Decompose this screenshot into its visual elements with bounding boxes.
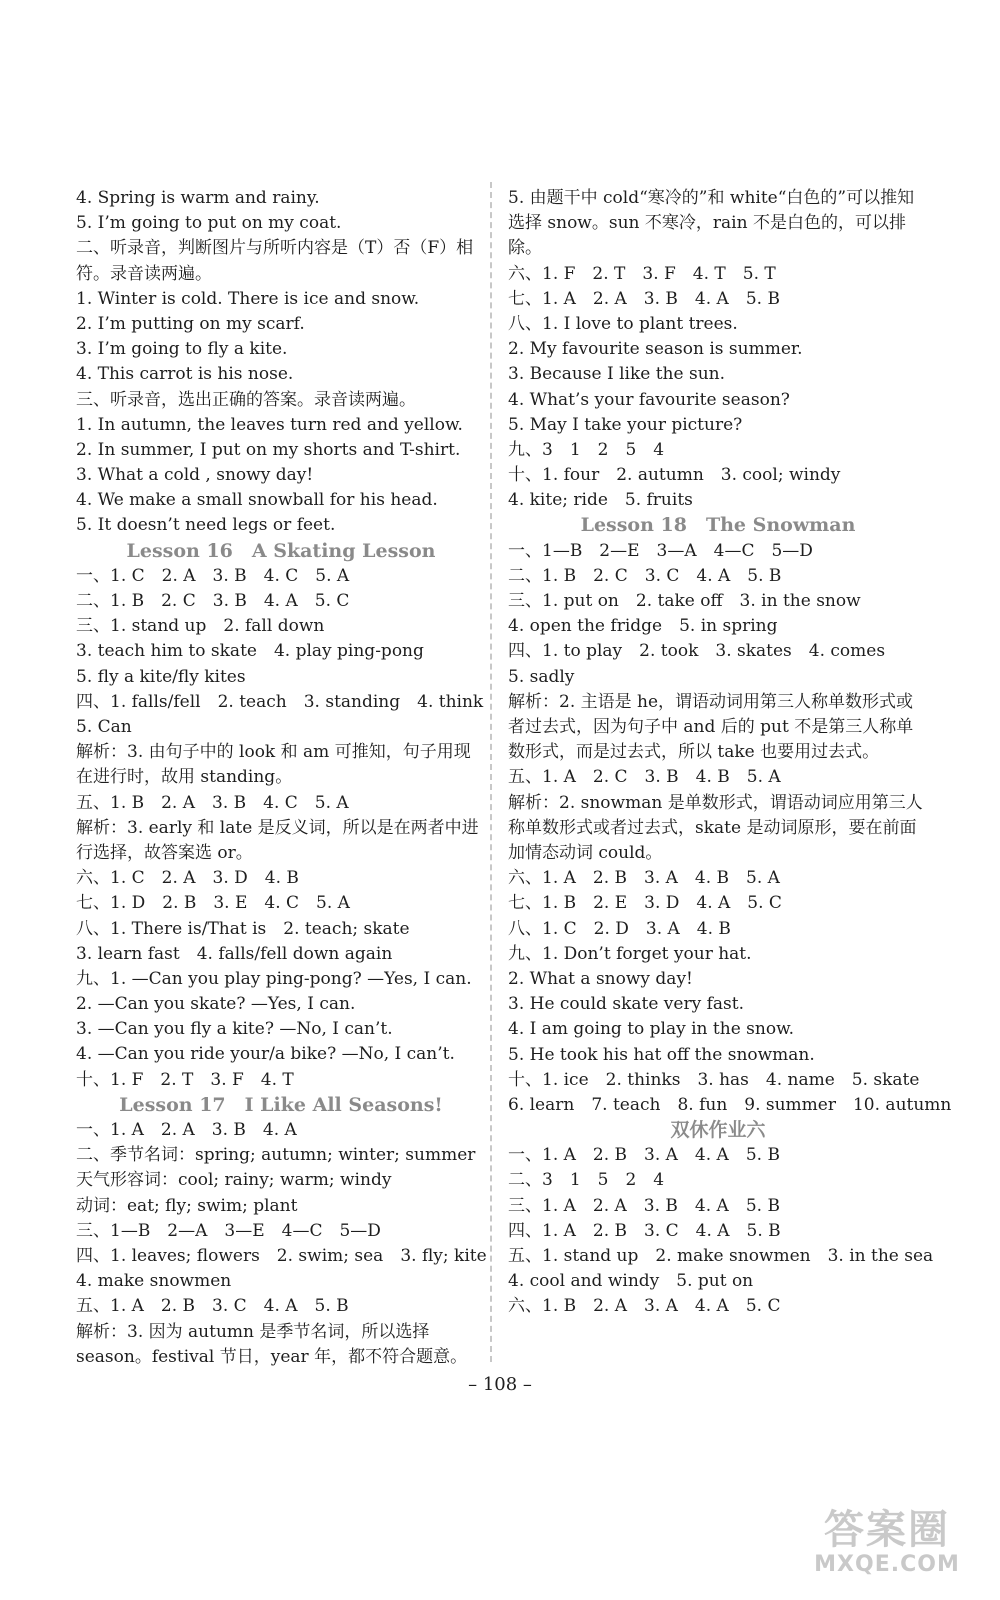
answer-line: 五、1. A 2. B 3. C 4. A 5. B <box>76 1296 349 1317</box>
section-heading: Lesson 17 I Like All Seasons! <box>119 1093 443 1116</box>
answer-line: 十、1. F 2. T 3. F 4. T <box>76 1069 294 1090</box>
answer-line: 七、1. D 2. B 3. E 4. C 5. A <box>76 893 350 914</box>
answer-line: 二、1. B 2. C 3. C 4. A 5. B <box>508 565 782 586</box>
answer-line: 动词：eat; fly; swim; plant <box>76 1195 298 1216</box>
answer-line: 2. —Can you skate? —Yes, I can. <box>76 994 356 1015</box>
answer-line: 七、1. B 2. E 3. D 4. A 5. C <box>508 893 782 914</box>
answer-line: 一、1. C 2. A 3. B 4. C 5. A <box>76 565 350 586</box>
answer-line: 5. 由题干中 cold“寒冷的”和 white“白色的”可以推知选择 snow。sun 不寒冷，rain 不是白色的，可以排除。 <box>508 188 915 259</box>
answer-line: 六、1. B 2. A 3. A 4. A 5. C <box>508 1296 781 1317</box>
answer-line: 三、听录音，选出正确的答案。录音读两遍。 <box>76 389 416 410</box>
answer-line: 解析：2. snowman 是单数形式，谓语动词应用第三人称单数形式或者过去式，skate 是动词原形，要在前面加情态动词 could。 <box>508 792 923 863</box>
answer-line: 五、1. A 2. C 3. B 4. B 5. A <box>508 767 781 788</box>
section-heading: 双休作业六 <box>670 1119 766 1142</box>
answer-line: 4. make snowmen <box>76 1271 232 1292</box>
answer-line: 九、3 1 2 5 4 <box>508 439 665 460</box>
answer-line: 3. Because I like the sun. <box>508 364 725 385</box>
answer-line: 4. open the fridge 5. in spring <box>508 616 778 637</box>
answer-line: 一、1. A 2. A 3. B 4. A <box>76 1120 297 1141</box>
answer-line: 五、1. stand up 2. make snowmen 3. in the sea <box>508 1246 934 1267</box>
section-heading: Lesson 16 A Skating Lesson <box>126 539 436 562</box>
answer-line: 三、1. A 2. A 3. B 4. A 5. B <box>508 1195 780 1216</box>
answer-line: 4. Spring is warm and rainy. <box>76 188 320 208</box>
answer-line: 4. What’s your favourite season? <box>508 389 790 410</box>
answer-line: 5. Can <box>76 716 132 737</box>
answer-line: 解析：2. 主语是 he，谓语动词用第三人称单数形式或者过去式，因为句子中 and 后的 put 不是第三人称单数形式，而是过去式，所以 take 也要用过去式。 <box>508 691 914 763</box>
answer-line: 三、1. stand up 2. fall down <box>76 616 325 637</box>
answer-line: 1. Winter is cold. There is ice and snow. <box>76 288 420 309</box>
answer-line: 3. What a cold , snowy day! <box>76 465 314 486</box>
answer-line: 3. teach him to skate 4. play ping-pong <box>76 641 424 662</box>
answer-line: 5. He took his hat off the snowman. <box>508 1044 815 1065</box>
answer-line: 2. What a snowy day! <box>508 968 693 989</box>
answer-line: 三、1. put on 2. take off 3. in the snow <box>508 591 861 612</box>
watermark-domain: MXQE.COM <box>814 1552 960 1577</box>
answer-line: 六、1. A 2. B 3. A 4. B 5. A <box>508 868 780 889</box>
answer-line: 2. My favourite season is summer. <box>508 339 803 360</box>
answer-line: 解析：3. 由句子中的 look 和 am 可推知，句子用现在进行时，故用 standing。 <box>76 742 471 788</box>
answer-line: 五、1. B 2. A 3. B 4. C 5. A <box>76 792 349 813</box>
answer-line: 3. —Can you fly a kite? —No, I can’t. <box>76 1019 393 1040</box>
section-heading: Lesson 18 The Snowman <box>580 514 856 537</box>
answer-line: 5. I’m going to put on my coat. <box>76 213 342 234</box>
answer-line: 5. fly a kite/fly kites <box>76 666 246 687</box>
watermark-logo <box>802 1508 972 1586</box>
answer-line: 六、1. C 2. A 3. D 4. B <box>76 868 299 889</box>
answer-line: 二、1. B 2. C 3. B 4. A 5. C <box>76 591 350 612</box>
answer-line: 四、1. to play 2. took 3. skates 4. comes <box>508 641 886 662</box>
answer-line: 4. This carrot is his nose. <box>76 364 294 385</box>
answer-line: 3. He could skate very fast. <box>508 994 744 1015</box>
answer-line: 八、1. I love to plant trees. <box>508 313 738 334</box>
answer-line: 解析：3. early 和 late 是反义词，所以是在两者中进行选择，故答案选 or。 <box>76 817 479 863</box>
answer-line: 6. learn 7. teach 8. fun 9. summer 10. autumn <box>508 1094 952 1115</box>
answer-line: 天气形容词：cool; rainy; warm; windy <box>76 1170 392 1191</box>
answer-line: 4. cool and windy 5. put on <box>508 1271 754 1292</box>
answer-line: 4. —Can you ride your/a bike? —No, I can’t. <box>76 1044 455 1065</box>
answer-line: 四、1. A 2. B 3. C 4. A 5. B <box>508 1220 781 1241</box>
answer-line: 四、1. falls/fell 2. teach 3. standing 4. think <box>76 691 484 712</box>
answer-line: 三、1—B 2—A 3—E 4—C 5—D <box>76 1220 381 1241</box>
answer-line: 5. May I take your picture? <box>508 414 743 435</box>
answer-line: 5. sadly <box>508 666 575 687</box>
answer-line: 十、1. ice 2. thinks 3. has 4. name 5. skate <box>508 1069 920 1090</box>
left-column <box>76 186 486 1370</box>
answer-line: 2. I’m putting on my scarf. <box>76 313 305 334</box>
answer-line: 2. In summer, I put on my shorts and T-shirt. <box>76 439 461 460</box>
answer-line: 十、1. four 2. autumn 3. cool; windy <box>508 465 841 486</box>
answer-line: 二、3 1 5 2 4 <box>508 1170 665 1191</box>
answer-line: 5. It doesn’t need legs or feet. <box>76 515 336 536</box>
answer-line: 3. learn fast 4. falls/fell down again <box>76 943 393 964</box>
answer-line: 八、1. There is/That is 2. teach; skate <box>76 918 410 939</box>
answer-line: 四、1. leaves; flowers 2. swim; sea 3. fly; kite <box>76 1245 487 1266</box>
answer-line: 九、1. —Can you play ping-pong? —Yes, I can. <box>76 968 472 989</box>
answer-line: 七、1. A 2. A 3. B 4. A 5. B <box>508 288 780 309</box>
answer-line: 九、1. Don’t forget your hat. <box>508 943 752 964</box>
watermark-text: 答案圈 <box>824 1507 950 1553</box>
answer-line: 4. We make a small snowball for his head. <box>76 490 438 511</box>
answer-line: 1. In autumn, the leaves turn red and yellow. <box>76 414 463 435</box>
answer-line: 解析：3. 因为 autumn 是季节名词，所以选择 season。festival 节日，year 年，都不符合题意。 <box>76 1321 468 1367</box>
column-divider <box>490 182 492 1362</box>
answer-line: 一、1—B 2—E 3—A 4—C 5—D <box>508 540 813 561</box>
answer-line: 一、1. A 2. B 3. A 4. A 5. B <box>508 1145 780 1166</box>
answer-line: 六、1. F 2. T 3. F 4. T 5. T <box>508 263 776 284</box>
page-number: – 108 – <box>468 1374 532 1395</box>
answer-line: 二、季节名词：spring; autumn; winter; summer <box>76 1145 476 1166</box>
answer-line: 4. I am going to play in the snow. <box>508 1019 795 1040</box>
answer-line: 八、1. C 2. D 3. A 4. B <box>508 918 731 939</box>
answer-line: 4. kite; ride 5. fruits <box>508 490 693 511</box>
right-column <box>508 186 952 1320</box>
answer-line: 3. I’m going to fly a kite. <box>76 339 288 360</box>
answer-line: 二、听录音，判断图片与所听内容是（T）否（F）相符。录音读两遍。 <box>76 238 474 284</box>
